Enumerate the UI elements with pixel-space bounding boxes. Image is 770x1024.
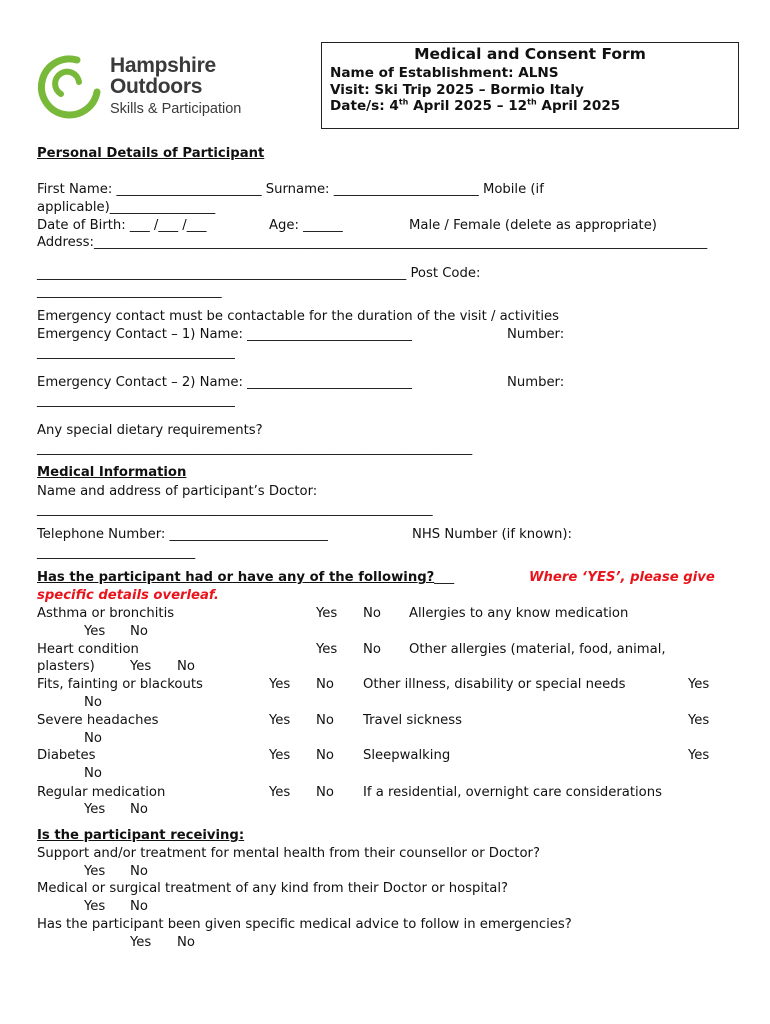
dates-sup1: th [398, 97, 409, 107]
allergies-med-label: Allergies to any know medication [409, 606, 629, 621]
visit: Visit: Ski Trip 2025 – Bormio Italy [330, 82, 584, 98]
regular-label: Regular medication [37, 785, 166, 800]
heart-yes[interactable]: Yes [316, 642, 338, 657]
telephone-field[interactable]: Telephone Number: ________________________ [37, 527, 328, 542]
residential-yes[interactable]: Yes [84, 802, 106, 817]
emergency-1-line[interactable]: ______________________________ [37, 345, 235, 360]
address-line-2[interactable]: ________________________________________________________ Post Code: [37, 266, 481, 281]
mobile-line[interactable]: applicable)________________ [37, 200, 216, 215]
other-illness-label: Other illness, disability or special needs [363, 677, 626, 692]
sleepwalking-no[interactable]: No [84, 766, 102, 781]
dates-sup2: th [527, 97, 537, 107]
other-illness-no[interactable]: No [84, 695, 102, 710]
q1-no[interactable]: No [130, 864, 148, 879]
conditions-heading-tail: ___ [434, 570, 455, 585]
emergency-contact-2[interactable]: Emergency Contact – 2) Name: _________________________ [37, 375, 412, 390]
allergies-med-no[interactable]: No [130, 624, 148, 639]
other-allergies-no[interactable]: No [177, 659, 195, 674]
q2-no[interactable]: No [130, 899, 148, 914]
conditions-heading: Has the participant had or have any of the following? [37, 570, 435, 585]
headaches-no[interactable]: No [316, 713, 334, 728]
travel-no[interactable]: No [84, 731, 102, 746]
emergency-note: Emergency contact must be contactable for the duration of the visit / activities [37, 309, 560, 324]
diabetes-label: Diabetes [37, 748, 96, 763]
heart-no[interactable]: No [363, 642, 381, 657]
q3-yes[interactable]: Yes [130, 935, 152, 950]
name-line[interactable]: First Name: ______________________ Surname: ______________________ Mobile (if [37, 182, 544, 197]
postcode-line[interactable]: ____________________________ [37, 284, 222, 299]
dates-prefix: Date/s: 4 [330, 98, 399, 114]
q2-yes[interactable]: Yes [84, 899, 106, 914]
sleepwalking-label: Sleepwalking [363, 748, 451, 763]
dates-mid: April 2025 – 12 [408, 98, 528, 114]
plasters-label: plasters) [37, 659, 95, 674]
emergency-2-number[interactable]: Number: [507, 375, 565, 390]
headaches-label: Severe headaches [37, 713, 159, 728]
residential-no[interactable]: No [130, 802, 148, 817]
other-allergies-yes[interactable]: Yes [130, 659, 152, 674]
dietary-line[interactable]: __________________________________________________________________ [37, 441, 473, 456]
logo-text [110, 55, 241, 117]
allergies-med-yes[interactable]: Yes [84, 624, 106, 639]
establishment: Name of Establishment: ALNS [330, 65, 559, 81]
emergency-2-line[interactable]: ______________________________ [37, 393, 235, 408]
receiving-q2: Medical or surgical treatment of any kind from their Doctor or hospital? [37, 881, 509, 896]
dates [330, 98, 620, 114]
fits-yes[interactable]: Yes [269, 677, 291, 692]
asthma-label: Asthma or bronchitis [37, 606, 175, 621]
header-box [321, 42, 739, 129]
other-allergies-label: Other allergies (material, food, animal, [409, 642, 666, 657]
logo-swirl-icon [35, 52, 105, 122]
fits-label: Fits, fainting or blackouts [37, 677, 203, 692]
other-illness-yes[interactable]: Yes [688, 677, 710, 692]
travel-label: Travel sickness [363, 713, 463, 728]
logo-line-3: Skills & Participation [110, 101, 242, 117]
fits-no[interactable]: No [316, 677, 334, 692]
heart-label: Heart condition [37, 642, 139, 657]
emergency-contact-1[interactable]: Emergency Contact – 1) Name: _________________________ [37, 327, 412, 342]
nhs-line[interactable]: ________________________ [37, 545, 196, 560]
receiving-heading: Is the participant receiving: [37, 828, 245, 843]
travel-yes[interactable]: Yes [688, 713, 710, 728]
diabetes-no[interactable]: No [316, 748, 334, 763]
conditions-note-2: specific details overleaf. [37, 588, 219, 603]
form-title: Medical and Consent Form [414, 45, 646, 63]
dates-suffix: April 2025 [536, 98, 621, 114]
personal-heading: Personal Details of Participant [37, 146, 265, 161]
conditions-heading-row [37, 569, 454, 586]
doctor-line[interactable]: ____________________________________________________________ [37, 502, 433, 517]
dob-field[interactable]: Date of Birth: ___ /___ /___ [37, 218, 207, 233]
regular-yes[interactable]: Yes [269, 785, 291, 800]
age-field[interactable]: Age: ______ [269, 218, 343, 233]
asthma-yes[interactable]: Yes [316, 606, 338, 621]
address-field[interactable]: Address:_____________________________________________________________________________________________ [37, 235, 708, 250]
residential-label: If a residential, overnight care considerations [363, 785, 662, 800]
receiving-q3: Has the participant been given specific medical advice to follow in emergencies? [37, 917, 572, 932]
receiving-q1: Support and/or treatment for mental health from their counsellor or Doctor? [37, 846, 540, 861]
headaches-yes[interactable]: Yes [269, 713, 291, 728]
q3-no[interactable]: No [177, 935, 195, 950]
conditions-note-1: Where ‘YES’, please give [529, 570, 715, 585]
regular-no[interactable]: No [316, 785, 334, 800]
medical-heading: Medical Information [37, 465, 187, 480]
diabetes-yes[interactable]: Yes [269, 748, 291, 763]
dietary-question: Any special dietary requirements? [37, 423, 263, 438]
q1-yes[interactable]: Yes [84, 864, 106, 879]
sleepwalking-yes[interactable]: Yes [688, 748, 710, 763]
gender-field[interactable]: Male / Female (delete as appropriate) [409, 218, 657, 233]
doctor-label: Name and address of participant’s Doctor: [37, 484, 318, 499]
emergency-1-number[interactable]: Number: [507, 327, 565, 342]
asthma-no[interactable]: No [363, 606, 381, 621]
logo-line-1: Hampshire [110, 54, 216, 77]
logo-line-2: Outdoors [110, 75, 203, 98]
nhs-label: NHS Number (if known): [412, 527, 572, 542]
